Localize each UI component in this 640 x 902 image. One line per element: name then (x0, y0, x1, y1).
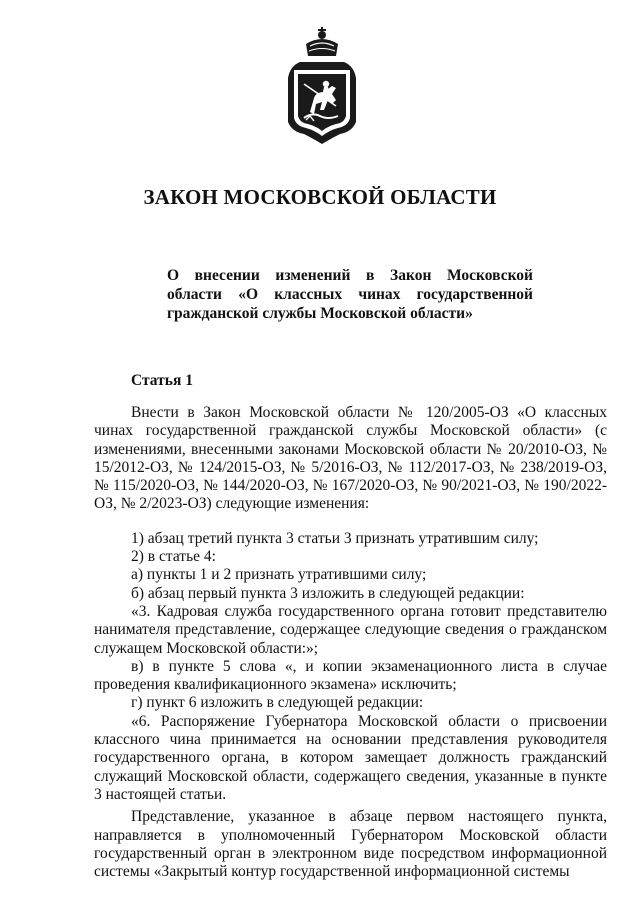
quoted-point-3: «3. Кадровая служба государственного органа готовит представителю нанимателя представление, содержащее следующие сведения о гражданском служащем Московской области:»; (94, 602, 607, 657)
law-subject: О внесении изменений в Закон Московской области «О классных чинах государственной гражданской службы Московской области» (167, 267, 533, 322)
paragraph-submission: Представление, указанное в абзаце первом настоящего пункта, направляется в уполномоченный Губернатором Московской области государственный орган в электронном виде посредством информационной системы «Закрытый контур государственной информационной системы (94, 808, 607, 881)
law-title: ЗАКОН МОСКОВСКОЙ ОБЛАСТИ (143, 185, 497, 209)
quoted-point-6: «6. Распоряжение Губернатора Московской области о присвоении классного чина принимается на основании представления руководителя государственного органа, в котором замещает должность гражданский служащий Московской области, содержащего сведения, указанные в пункте 3 настоящей статьи. (94, 712, 607, 803)
list-item-2g: г) пункт 6 изложить в следующей редакции: (131, 694, 424, 712)
article-heading: Статья 1 (131, 372, 193, 389)
list-item-1: 1) абзац третий пункта 3 статьи 3 признать утратившим силу; (131, 529, 539, 547)
coat-of-arms-icon (280, 26, 364, 146)
article-body (94, 404, 607, 881)
intro-paragraph: Внести в Закон Московской области № 120/2005-ОЗ «О классных чинах государственной гражданской службы Московской области» (с изменениями, внесенными законами Московской области № 20/2010-ОЗ, № 15/2012-ОЗ, № 124/2015-ОЗ, № 5/2016-ОЗ, № 112/2017-ОЗ, № 238/2019-ОЗ, № 115/2020-ОЗ, № 144/2020-ОЗ, № 167/2020-ОЗ, № 90/2021-ОЗ, № 190/2022-ОЗ, № 2/2023-ОЗ) следующие изменения: (94, 404, 607, 513)
list-item-2b: б) абзац первый пункта 3 изложить в следующей редакции: (131, 584, 525, 602)
list-item-2a: а) пункты 1 и 2 признать утратившими силу; (131, 566, 427, 584)
list-item-2: 2) в статье 4: (131, 548, 216, 566)
list-item-2v: в) в пункте 5 слова «, и копии экзаменационного листа в случае проведения квалификационного экзамена» исключить; (94, 657, 607, 694)
